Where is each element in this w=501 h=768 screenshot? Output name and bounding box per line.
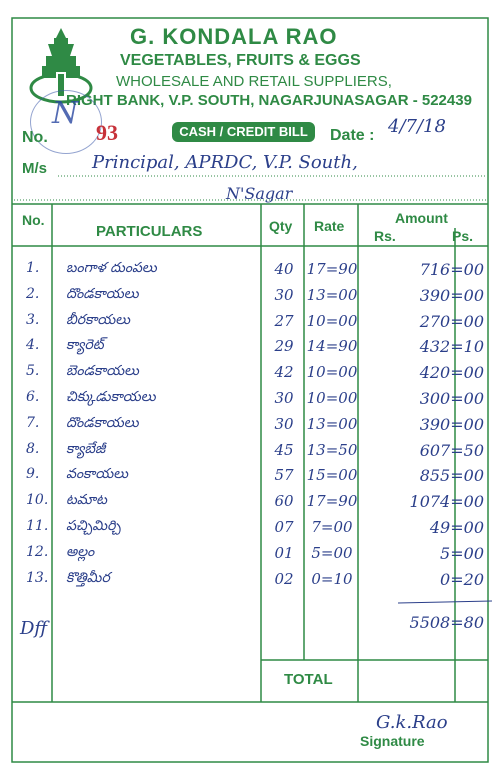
row-qty: 30 (274, 389, 294, 407)
row-amount: 300=00 (419, 389, 484, 408)
shop-line-products: VEGETABLES, FRUITS & EGGS (120, 52, 361, 69)
row-qty: 42 (274, 363, 294, 381)
bill-type-badge: CASH / CREDIT BILL (172, 122, 315, 142)
row-number: 2. (26, 286, 40, 302)
row-amount: 270=00 (419, 312, 484, 331)
row-rate: 10=00 (306, 363, 358, 381)
row-qty: 27 (274, 312, 294, 330)
header-qty: Qty (269, 218, 293, 234)
row-rate: 7=00 (311, 518, 353, 536)
row-qty: 07 (274, 518, 294, 536)
header-rate: Rate (314, 218, 345, 234)
row-qty: 29 (274, 337, 294, 355)
row-particulars: పచ్చిమిర్చి (66, 518, 121, 534)
shop-name: G. KONDALA RAO (130, 24, 338, 49)
row-number: 11. (26, 518, 49, 534)
row-number: 3. (26, 312, 40, 328)
row-particulars: బెండకాయలు (66, 363, 139, 379)
row-qty: 30 (274, 286, 294, 304)
row-particulars: కొత్తిమీర (66, 570, 110, 586)
row-number: 12. (26, 544, 49, 560)
row-number: 13. (26, 570, 49, 586)
row-rate: 14=90 (306, 337, 358, 355)
row-number: 6. (26, 389, 40, 405)
signature-label: Signature (360, 733, 425, 749)
row-amount: 390=00 (419, 415, 484, 434)
row-particulars: చిక్కుడుకాయలు (66, 389, 156, 405)
bill-number: 93 (96, 120, 118, 145)
total-label: TOTAL (284, 671, 333, 688)
row-particulars: వంకాయలు (66, 466, 128, 482)
shop-line-type: WHOLESALE AND RETAIL SUPPLIERS, (116, 73, 392, 90)
row-particulars: దొండకాయలు (66, 286, 139, 302)
row-rate: 17=90 (306, 492, 358, 510)
row-rate: 15=00 (306, 466, 358, 484)
row-amount: 420=00 (419, 363, 484, 382)
row-number: 1. (26, 260, 40, 276)
row-rate: 10=00 (306, 389, 358, 407)
row-number: 7. (26, 415, 40, 431)
row-rate: 13=00 (306, 415, 358, 433)
row-rate: 10=00 (306, 312, 358, 330)
header-rs: Rs. (374, 228, 396, 244)
row-rate: 13=50 (306, 441, 358, 459)
row-number: 4. (26, 337, 40, 353)
date-label: Date : (330, 127, 375, 144)
row-qty: 57 (274, 466, 294, 484)
stamp-initial: N (52, 96, 79, 131)
row-qty: 60 (274, 492, 294, 510)
row-rate: 0=10 (311, 570, 353, 588)
row-particulars: అల్లం (66, 544, 95, 560)
row-amount: 716=00 (419, 260, 484, 279)
row-particulars: దొండకాయలు (66, 415, 139, 431)
header-ps: Ps. (452, 228, 474, 244)
row-amount: 49=00 (429, 518, 484, 537)
row-particulars: క్యాబేజీ (66, 441, 106, 457)
row-qty: 30 (274, 415, 294, 433)
row-number: 5. (26, 363, 40, 379)
row-rate: 13=00 (306, 286, 358, 304)
customer-name-line2: N'Sagar (226, 184, 293, 203)
shop-address: RIGHT BANK, V.P. SOUTH, NAGARJUNASAGAR - 522439 (66, 92, 472, 109)
signature-handwriting: G.k.Rao (376, 712, 448, 733)
row-qty: 02 (274, 570, 294, 588)
header-particulars: PARTICULARS (96, 223, 203, 240)
row-amount: 0=20 (440, 570, 484, 589)
row-amount: 607=50 (419, 441, 484, 460)
row-amount: 432=10 (419, 337, 484, 356)
row-amount: 390=00 (419, 286, 484, 305)
row-rate: 17=90 (306, 260, 358, 278)
bill-no-label: No. (22, 129, 48, 146)
customer-name-line1: Principal, APRDC, V.P. South, (92, 152, 358, 173)
row-particulars: క్యారెట్ (66, 337, 104, 353)
row-qty: 45 (274, 441, 294, 459)
header-no: No. (22, 212, 45, 228)
customer-label: M/s (22, 160, 48, 177)
header-amount: Amount (395, 210, 448, 226)
row-particulars: బంగాళ దుంపలు (66, 260, 157, 276)
row-qty: 40 (274, 260, 294, 278)
row-particulars: టమాట (66, 492, 107, 508)
row-amount: 5=00 (440, 544, 484, 563)
row-qty: 01 (274, 544, 294, 562)
initials-scribble: Dff (20, 618, 48, 639)
row-number: 9. (26, 466, 40, 482)
date-value: 4/7/18 (388, 116, 446, 137)
row-number: 8. (26, 441, 40, 457)
row-amount: 1074=00 (409, 492, 484, 511)
row-particulars: బీరకాయలు (66, 312, 131, 328)
row-number: 10. (26, 492, 49, 508)
row-rate: 5=00 (311, 544, 353, 562)
row-amount: 855=00 (419, 466, 484, 485)
grand-total-value: 5508=80 (409, 613, 484, 632)
